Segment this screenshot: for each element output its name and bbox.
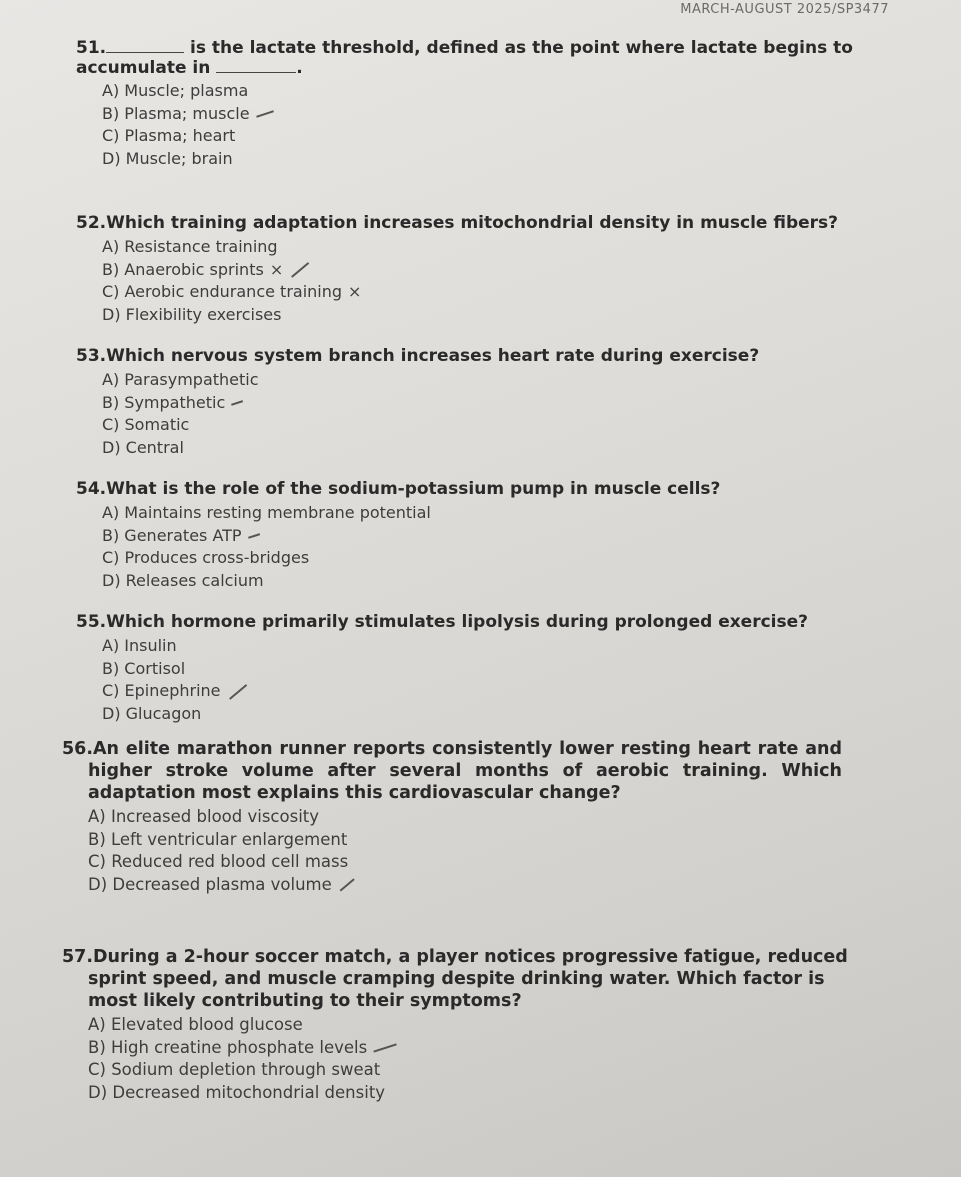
dash-mark-icon (248, 533, 260, 538)
option-label: D) Decreased mitochondrial density (88, 1082, 386, 1102)
option-label: A) Elevated blood glucose (88, 1015, 303, 1034)
question-number: 55. (76, 612, 107, 632)
options-list (88, 806, 842, 896)
question-51-text (76, 38, 876, 78)
option-a (102, 635, 906, 658)
cross-mark-icon: × (348, 282, 362, 301)
question-52-text (76, 212, 896, 234)
option-label: B) Left ventricular enlargement (88, 829, 348, 849)
option-c (102, 680, 906, 703)
question-53-text (76, 345, 896, 367)
option-c (102, 125, 876, 148)
question-body: Which hormone primarily stimulates lipolysis during prolonged exercise? (106, 612, 809, 632)
option-d (88, 1082, 852, 1105)
option-a (102, 369, 896, 392)
question-number: 53. (76, 346, 107, 366)
option-d (102, 703, 906, 726)
option-d (102, 304, 896, 327)
question-53 (76, 345, 896, 459)
question-number: 56. (62, 739, 94, 759)
option-b (102, 658, 906, 681)
question-57-text (62, 946, 852, 1012)
options-list (102, 369, 896, 459)
slash-mark-icon (291, 262, 309, 277)
question-54-text (76, 478, 896, 500)
option-label: B) Generates ATP (102, 525, 242, 545)
option-b (88, 1037, 852, 1060)
question-57 (62, 946, 852, 1104)
option-label: D) Glucagon (102, 703, 202, 723)
option-label: D) Releases calcium (102, 570, 264, 590)
check-mark-icon (256, 111, 274, 118)
option-d (102, 570, 896, 593)
option-label: D) Decreased plasma volume (88, 874, 332, 894)
slash-mark-icon (229, 684, 247, 699)
cross-mark-icon: × (269, 259, 284, 279)
option-a (102, 80, 876, 103)
option-c (88, 1059, 852, 1082)
option-c (102, 547, 896, 570)
question-51-end: . (296, 58, 303, 78)
option-a (88, 806, 842, 829)
option-label: B) Sympathetic (102, 392, 226, 412)
option-label: A) Parasympathetic (102, 370, 259, 389)
option-a (88, 1014, 852, 1037)
option-label: A) Increased blood viscosity (88, 807, 320, 826)
option-c (102, 281, 896, 304)
option-b (102, 392, 896, 415)
option-label: B) High creatine phosphate levels (88, 1037, 368, 1057)
option-b (102, 525, 896, 548)
option-label: A) Maintains resting membrane potential (102, 503, 431, 522)
question-number: 51. (76, 38, 107, 58)
option-label: A) Muscle; plasma (102, 81, 249, 100)
question-52 (76, 212, 896, 326)
option-label: D) Muscle; brain (102, 148, 233, 168)
question-number: 54. (76, 479, 107, 499)
options-list (102, 80, 876, 170)
option-label: D) Central (102, 437, 184, 457)
option-label: A) Resistance training (102, 237, 278, 256)
options-list (102, 502, 896, 592)
option-c (102, 414, 896, 437)
question-55 (76, 611, 906, 725)
answer-blank-1 (106, 38, 184, 53)
options-list (88, 1014, 852, 1104)
question-body: An elite marathon runner reports consistently lower resting heart rate and higher stroke volume after several months of aerobic training. Which adaptation most explains this cardiovascular change? (88, 739, 842, 803)
option-a (102, 502, 896, 525)
option-label: C) Somatic (102, 415, 190, 434)
option-b (102, 103, 876, 126)
dash-mark-icon (374, 1044, 397, 1053)
option-label: B) Cortisol (102, 658, 186, 678)
option-b (88, 829, 842, 852)
option-label: C) Plasma; heart (102, 126, 236, 145)
question-number: 57. (62, 947, 94, 967)
question-body: What is the role of the sodium-potassium pump in muscle cells? (106, 479, 721, 499)
question-56 (62, 738, 842, 896)
option-label: B) Anaerobic sprints (102, 259, 264, 279)
answer-blank-2 (216, 58, 296, 73)
option-d (102, 437, 896, 460)
question-55-text (76, 611, 906, 633)
option-a (102, 236, 896, 259)
option-label: C) Sodium depletion through sweat (88, 1060, 381, 1079)
question-54 (76, 478, 896, 592)
question-56-text (62, 738, 842, 804)
option-label: C) Aerobic endurance training (102, 282, 343, 301)
option-label: B) Plasma; muscle (102, 103, 250, 123)
option-d (102, 148, 876, 171)
question-body: Which training adaptation increases mitochondrial density in muscle fibers? (106, 213, 839, 233)
question-body: Which nervous system branch increases heart rate during exercise? (106, 346, 760, 366)
option-d (88, 874, 842, 897)
question-body: During a 2-hour soccer match, a player notices progressive fatigue, reduced sprint speed, and muscle cramping despite drinking water. Which factor is most likely contributing to their symptoms? (88, 947, 848, 1011)
options-list (102, 635, 906, 725)
option-label: A) Insulin (102, 636, 177, 655)
option-b (102, 259, 896, 282)
option-label: C) Epinephrine (102, 681, 221, 700)
options-list (102, 236, 896, 326)
dash-mark-icon (231, 400, 243, 405)
exam-code-header: MARCH-AUGUST 2025/SP3477 (680, 2, 889, 17)
option-c (88, 851, 842, 874)
option-label: C) Reduced red blood cell mass (88, 852, 349, 871)
option-label: D) Flexibility exercises (102, 304, 282, 324)
option-label: C) Produces cross-bridges (102, 548, 310, 567)
question-number: 52. (76, 213, 107, 233)
question-51-body: is the lactate threshold, defined as the point where lactate begins to accumulate in (76, 38, 853, 78)
slash-mark-icon (339, 879, 354, 892)
question-51 (76, 38, 876, 170)
